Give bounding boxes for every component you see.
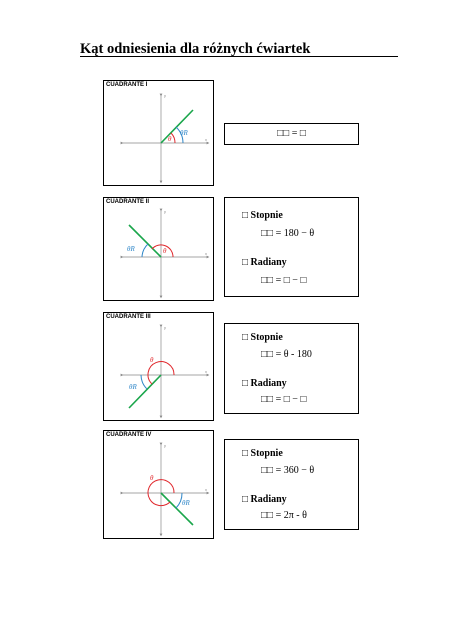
x-axis-label: x bbox=[205, 369, 207, 374]
quadrant-4-diagram bbox=[103, 430, 214, 539]
degrees-heading: □ Stopnie bbox=[242, 210, 283, 221]
quadrant-4-label: CUADRANTE IV bbox=[106, 432, 152, 438]
x-axis-label: x bbox=[205, 487, 207, 492]
degrees-heading: □ Stopnie bbox=[242, 332, 283, 343]
theta-r-symbol: θR bbox=[129, 383, 137, 391]
quadrant-1-diagram bbox=[103, 80, 214, 186]
quadrant-1-formula: □□ = □ bbox=[277, 128, 306, 139]
y-axis-label: y bbox=[164, 443, 166, 448]
degrees-formula: □□ = 360 − θ bbox=[261, 465, 315, 476]
quadrant-2-graph bbox=[104, 198, 213, 300]
y-axis-label: y bbox=[164, 93, 166, 98]
quadrant-2-diagram bbox=[103, 197, 214, 301]
radians-heading: □ Radiany bbox=[242, 494, 287, 505]
terminal-side bbox=[161, 110, 193, 143]
quadrant-4-formula-box bbox=[224, 439, 359, 530]
terminal-side bbox=[161, 493, 193, 525]
quadrant-3-graph bbox=[104, 313, 213, 420]
radians-heading: □ Radiany bbox=[242, 378, 287, 389]
degrees-formula: □□ = 180 − θ bbox=[261, 228, 315, 239]
page-title: Kąt odniesienia dla różnych ćwiartek bbox=[80, 41, 311, 57]
quadrant-2-label: CUADRANTE II bbox=[106, 199, 149, 205]
theta-symbol: θ bbox=[168, 135, 172, 143]
theta-symbol: θ bbox=[150, 356, 154, 364]
y-axis-label: y bbox=[164, 209, 166, 214]
radians-formula: □□ = □ − □ bbox=[261, 394, 307, 405]
degrees-heading: □ Stopnie bbox=[242, 448, 283, 459]
theta-symbol: θ bbox=[163, 247, 167, 255]
theta-r-symbol: θR bbox=[182, 499, 190, 507]
radians-formula: □□ = 2π - θ bbox=[261, 510, 307, 521]
quadrant-1-formula-box bbox=[224, 123, 359, 145]
radians-formula: □□ = □ − □ bbox=[261, 275, 307, 286]
radians-heading: □ Radiany bbox=[242, 257, 287, 268]
theta-r-symbol: θR bbox=[127, 245, 135, 253]
theta-r-symbol: θR bbox=[180, 129, 188, 137]
y-axis-label: y bbox=[164, 325, 166, 330]
quadrant-2-formula-box bbox=[224, 197, 359, 297]
title-underline bbox=[80, 56, 398, 57]
quadrant-1-graph bbox=[104, 81, 213, 185]
quadrant-1-label: CUADRANTE I bbox=[106, 82, 148, 88]
quadrant-4-graph bbox=[104, 431, 213, 538]
x-axis-label: x bbox=[205, 251, 207, 256]
theta-arc bbox=[171, 133, 175, 143]
reference-arc bbox=[142, 244, 148, 257]
theta-symbol: θ bbox=[150, 474, 154, 482]
reference-arc bbox=[141, 375, 147, 389]
quadrant-3-formula-box bbox=[224, 323, 359, 414]
terminal-side bbox=[129, 375, 161, 408]
quadrant-3-label: CUADRANTE III bbox=[106, 314, 151, 320]
x-axis-label: x bbox=[205, 137, 207, 142]
quadrant-3-diagram bbox=[103, 312, 214, 421]
degrees-formula: □□ = θ - 180 bbox=[261, 349, 312, 360]
